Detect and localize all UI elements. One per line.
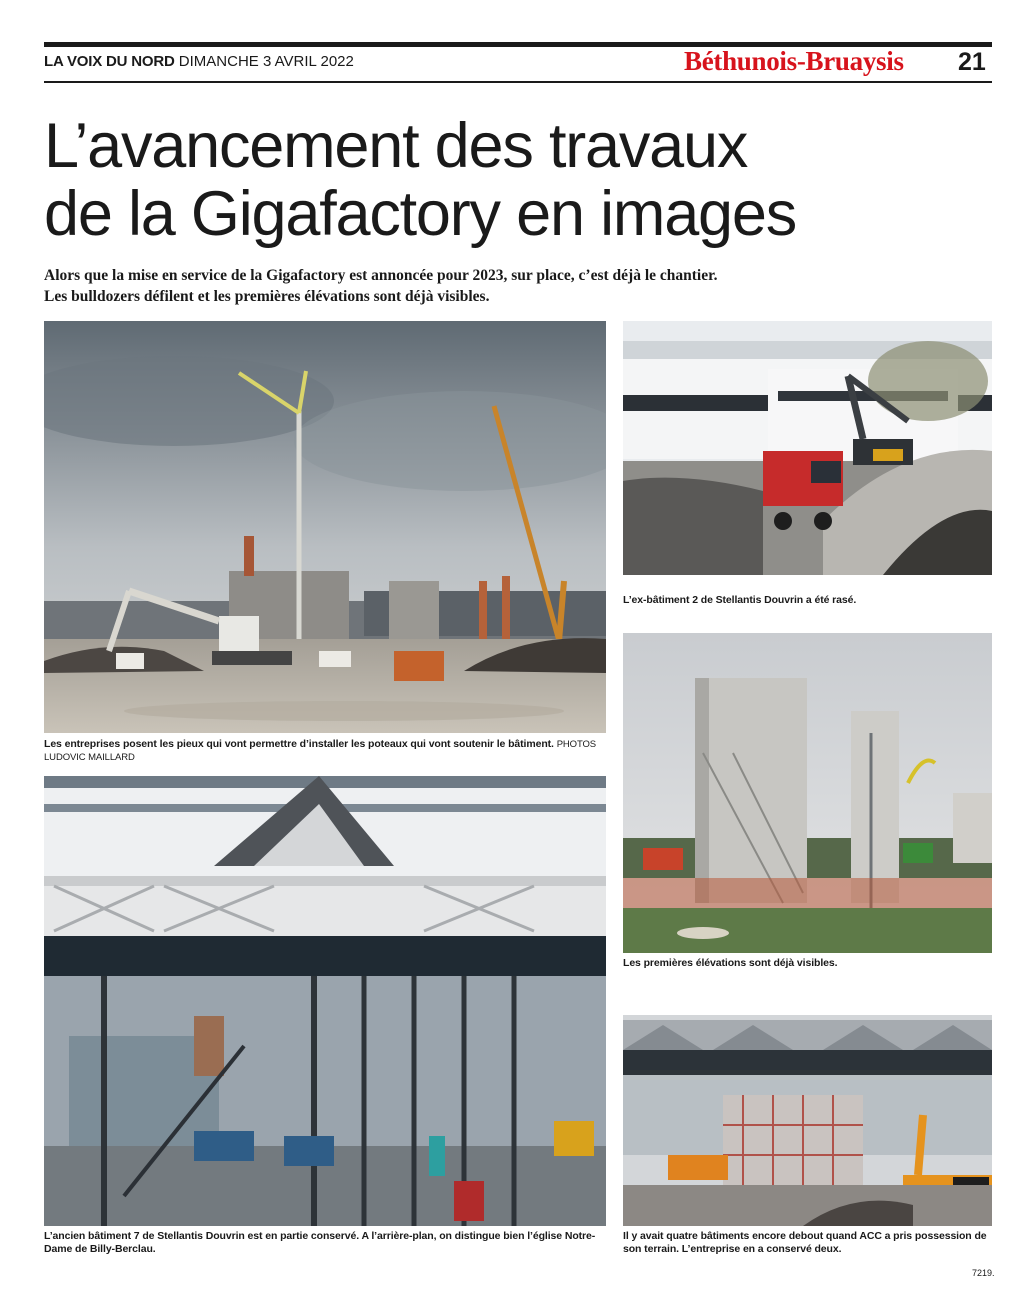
caption-photo-4: L’ancien bâtiment 7 de Stellantis Douvrin est en partie conservé. A l’arrière-plan, on distingue bien l’église Notre-Dame de Billy-Berclau.: [44, 1230, 596, 1255]
section-title: Béthunois-Bruaysis: [684, 46, 904, 76]
header-masthead: [44, 53, 354, 70]
article-lede: Alors que la mise en service de la Gigafactory est annoncée pour 2023, sur place, c’est déjà le chantier. Les bulldozers défilent et les premières élévations sont déjà visibles.: [44, 267, 718, 305]
photo-credit: PHOTOS LUDOVIC MAILLARD: [44, 739, 597, 763]
photo-concrete-elevations: [623, 633, 992, 953]
photo-demolished-building: [623, 321, 992, 575]
photo-construction-site: [44, 321, 606, 733]
newspaper-name: LA VOIX DU NORD: [44, 53, 175, 70]
header-bottom-rule: [44, 81, 992, 83]
caption-photo-2: L’ex-bâtiment 2 de Stellantis Douvrin a été rasé.: [623, 594, 857, 606]
photo-old-building-7: [44, 776, 606, 1226]
caption-photo-5: Il y avait quatre bâtiments encore debout quand ACC a pris possession de son terrain. L’entreprise en a conservé deux.: [623, 1230, 987, 1255]
page-reference: 7219.: [972, 1268, 995, 1278]
headline-line-1: L’avancement des travaux: [44, 111, 748, 181]
caption-photo-1: [44, 738, 614, 764]
issue-date: DIMANCHE 3 AVRIL 2022: [178, 53, 354, 70]
caption-photo-1-text: Les entreprises posent les pieux qui vont permettre d’installer les poteaux qui vont soutenir le bâtiment.: [44, 738, 554, 750]
headline-line-2: de la Gigafactory en images: [44, 179, 797, 249]
page-number: 21: [958, 48, 986, 76]
caption-photo-3: Les premières élévations sont déjà visibles.: [623, 957, 838, 969]
photo-remaining-buildings: [623, 1015, 992, 1226]
article-headline: [44, 111, 797, 249]
